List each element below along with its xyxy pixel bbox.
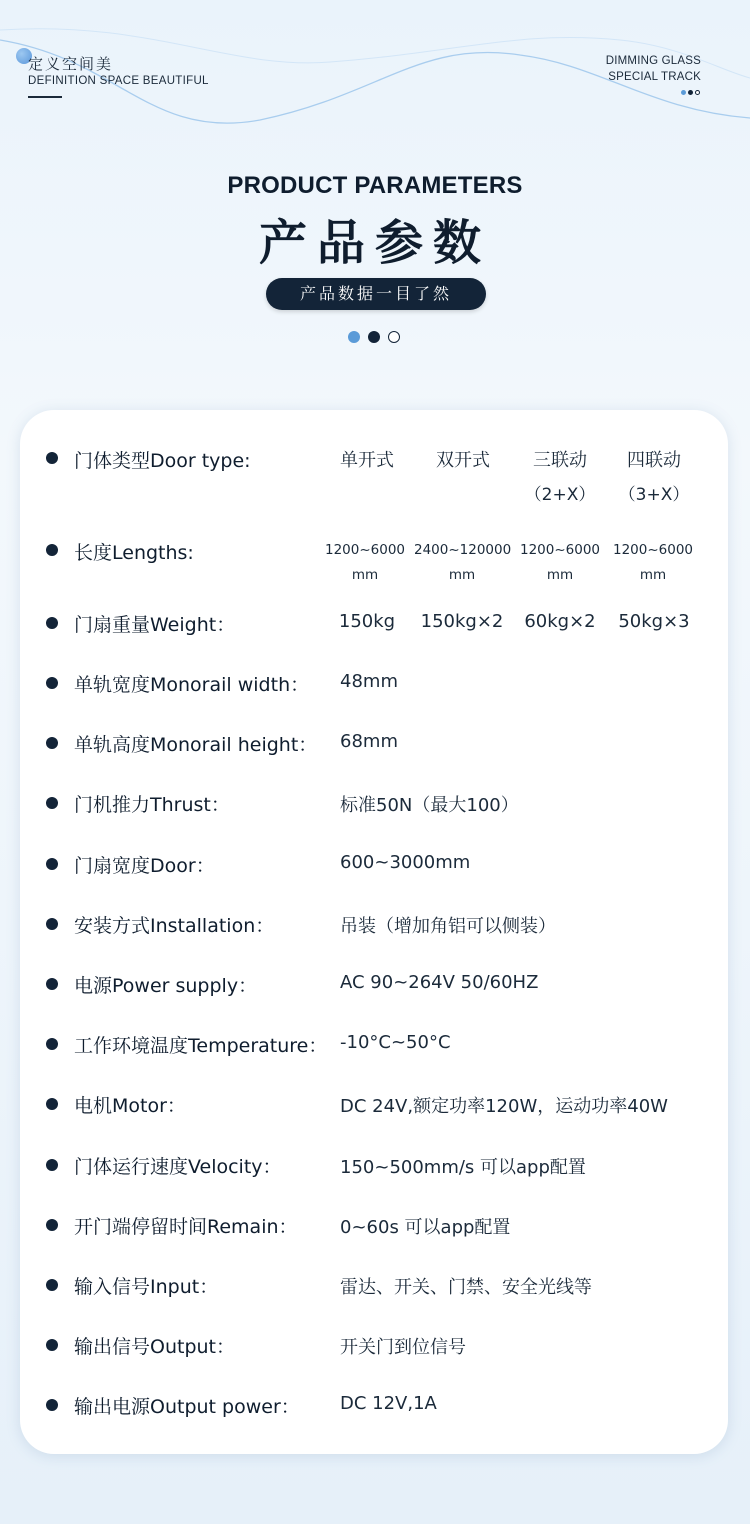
weight-value: 150kg×2 [420, 611, 504, 632]
param-label: 长度Lengths: [74, 542, 194, 564]
door-type-main: 三联动 [533, 450, 587, 471]
param-row-weight [20, 610, 728, 650]
weight-col-1 [319, 611, 415, 632]
row-bullet [46, 544, 58, 556]
lengths-range: 1200~6000 [519, 542, 601, 558]
corner-line-1: DIMMING GLASS [605, 55, 701, 67]
lengths-col-4 [605, 542, 701, 583]
row-bullet [46, 1399, 58, 1411]
weight-value: 60kg×2 [524, 611, 596, 632]
param-value: 600~3000mm [340, 851, 471, 873]
param-value: 雷达、开关、门禁、安全光线等 [340, 1277, 592, 1298]
param-row [20, 1031, 728, 1071]
subtitle-pill: 产品数据一目了然 [266, 278, 486, 310]
param-value: 吊装（增加角铝可以侧装） [340, 915, 556, 937]
param-label: 输出信号Output： [74, 1336, 235, 1359]
row-bullet [46, 978, 58, 990]
param-row [20, 971, 728, 1011]
param-row [20, 851, 728, 891]
corner-dots [681, 90, 700, 95]
row-bullet [46, 737, 58, 749]
param-label: 输入信号Input： [74, 1276, 219, 1298]
param-row [20, 730, 728, 770]
param-label: 门机推力Thrust： [74, 794, 230, 817]
lengths-unit: mm [639, 567, 667, 583]
param-row [20, 1272, 728, 1312]
param-value: DC 24V,额定功率120W，运动功率40W [340, 1096, 668, 1118]
param-row [20, 1392, 728, 1432]
row-bullet [46, 1279, 58, 1291]
param-label: 开门端停留时间Remain： [74, 1215, 298, 1238]
param-row-door-type [20, 446, 728, 526]
weight-col-3 [512, 611, 608, 632]
row-bullet [46, 617, 58, 629]
param-row [20, 1212, 728, 1252]
corner-dot-1 [681, 90, 686, 95]
weight-value: 50kg×3 [618, 611, 690, 632]
param-row [20, 911, 728, 951]
param-value: 0~60s 可以app配置 [340, 1216, 511, 1238]
brand-name-cn: 定义空间美 [28, 55, 114, 73]
pager-dot-2 [368, 331, 380, 343]
param-value: 标准50N（最大100） [340, 795, 519, 817]
param-label: 门体运行速度Velocity： [74, 1155, 282, 1178]
param-label: 门扇宽度Door： [74, 854, 215, 877]
param-row [20, 790, 728, 830]
param-row [20, 670, 728, 710]
param-label: 工作环境温度Temperature： [74, 1035, 328, 1058]
door-type-main: 单开式 [340, 450, 394, 471]
lengths-unit: mm [448, 567, 476, 583]
row-bullet [46, 1339, 58, 1351]
section-title-en: PRODUCT PARAMETERS [227, 172, 523, 199]
lengths-col-2 [414, 542, 510, 583]
param-row [20, 1152, 728, 1192]
param-value: DC 12V,1A [340, 1393, 437, 1415]
param-label: 单轨宽度Monorail width： [74, 674, 310, 696]
corner-line-2: SPECIAL TRACK [608, 71, 701, 83]
row-bullet [46, 1219, 58, 1231]
row-bullet [46, 797, 58, 809]
section-title-cn: 产品参数 [258, 215, 491, 271]
weight-col-2 [414, 611, 510, 632]
door-type-sub: （2+X） [524, 485, 596, 505]
lengths-range: 2400~120000 [414, 542, 512, 558]
weight-value: 150kg [338, 611, 396, 632]
param-value: AC 90~264V 50/60HZ [340, 972, 539, 993]
door-type-col-2 [415, 446, 511, 472]
lengths-col-1 [317, 542, 413, 583]
param-label: 门扇重量Weight： [74, 614, 236, 636]
param-row-lengths [20, 538, 728, 598]
row-bullet [46, 1038, 58, 1050]
corner-tagline [606, 53, 701, 85]
lengths-unit: mm [351, 567, 379, 583]
param-label: 门体类型Door type: [74, 450, 251, 472]
door-type-col-3 [512, 446, 608, 505]
param-row [20, 1332, 728, 1372]
param-label: 单轨高度Monorail height： [74, 734, 318, 757]
lengths-unit: mm [546, 567, 574, 583]
row-bullet [46, 858, 58, 870]
param-label: 输出电源Output power： [74, 1396, 300, 1419]
param-value: 48mm [340, 671, 398, 692]
background-wave [0, 0, 750, 200]
pager-dot-1 [348, 331, 360, 343]
param-value: 68mm [340, 731, 398, 753]
lengths-range: 1200~6000 [324, 542, 406, 558]
row-bullet [46, 1098, 58, 1110]
brand-underline [28, 96, 62, 98]
door-type-col-1 [319, 446, 415, 472]
param-label: 安装方式Installation： [74, 914, 275, 937]
door-type-main: 双开式 [436, 450, 490, 471]
param-row [20, 1091, 728, 1131]
row-bullet [46, 918, 58, 930]
lengths-col-3 [512, 542, 608, 583]
param-value: 150~500mm/s 可以app配置 [340, 1156, 586, 1178]
param-value: -10°C~50°C [340, 1032, 451, 1054]
corner-dot-3 [695, 90, 700, 95]
parameters-card [20, 410, 728, 1454]
param-label: 电源Power supply： [74, 975, 258, 997]
brand-name-en: DEFINITION SPACE BEAUTIFUL [28, 75, 209, 87]
door-type-col-4 [606, 446, 702, 505]
param-label: 电机Motor： [74, 1095, 186, 1118]
corner-dot-2 [688, 90, 693, 95]
weight-col-4 [606, 611, 702, 632]
lengths-range: 1200~6000 [612, 542, 694, 558]
pager-dot-3 [388, 331, 400, 343]
door-type-main: 四联动 [627, 450, 681, 471]
param-value: 开关门到位信号 [340, 1337, 466, 1359]
row-bullet [46, 1159, 58, 1171]
pager-dots [348, 331, 400, 343]
door-type-sub: （3+X） [618, 485, 690, 505]
row-bullet [46, 452, 58, 464]
row-bullet [46, 677, 58, 689]
